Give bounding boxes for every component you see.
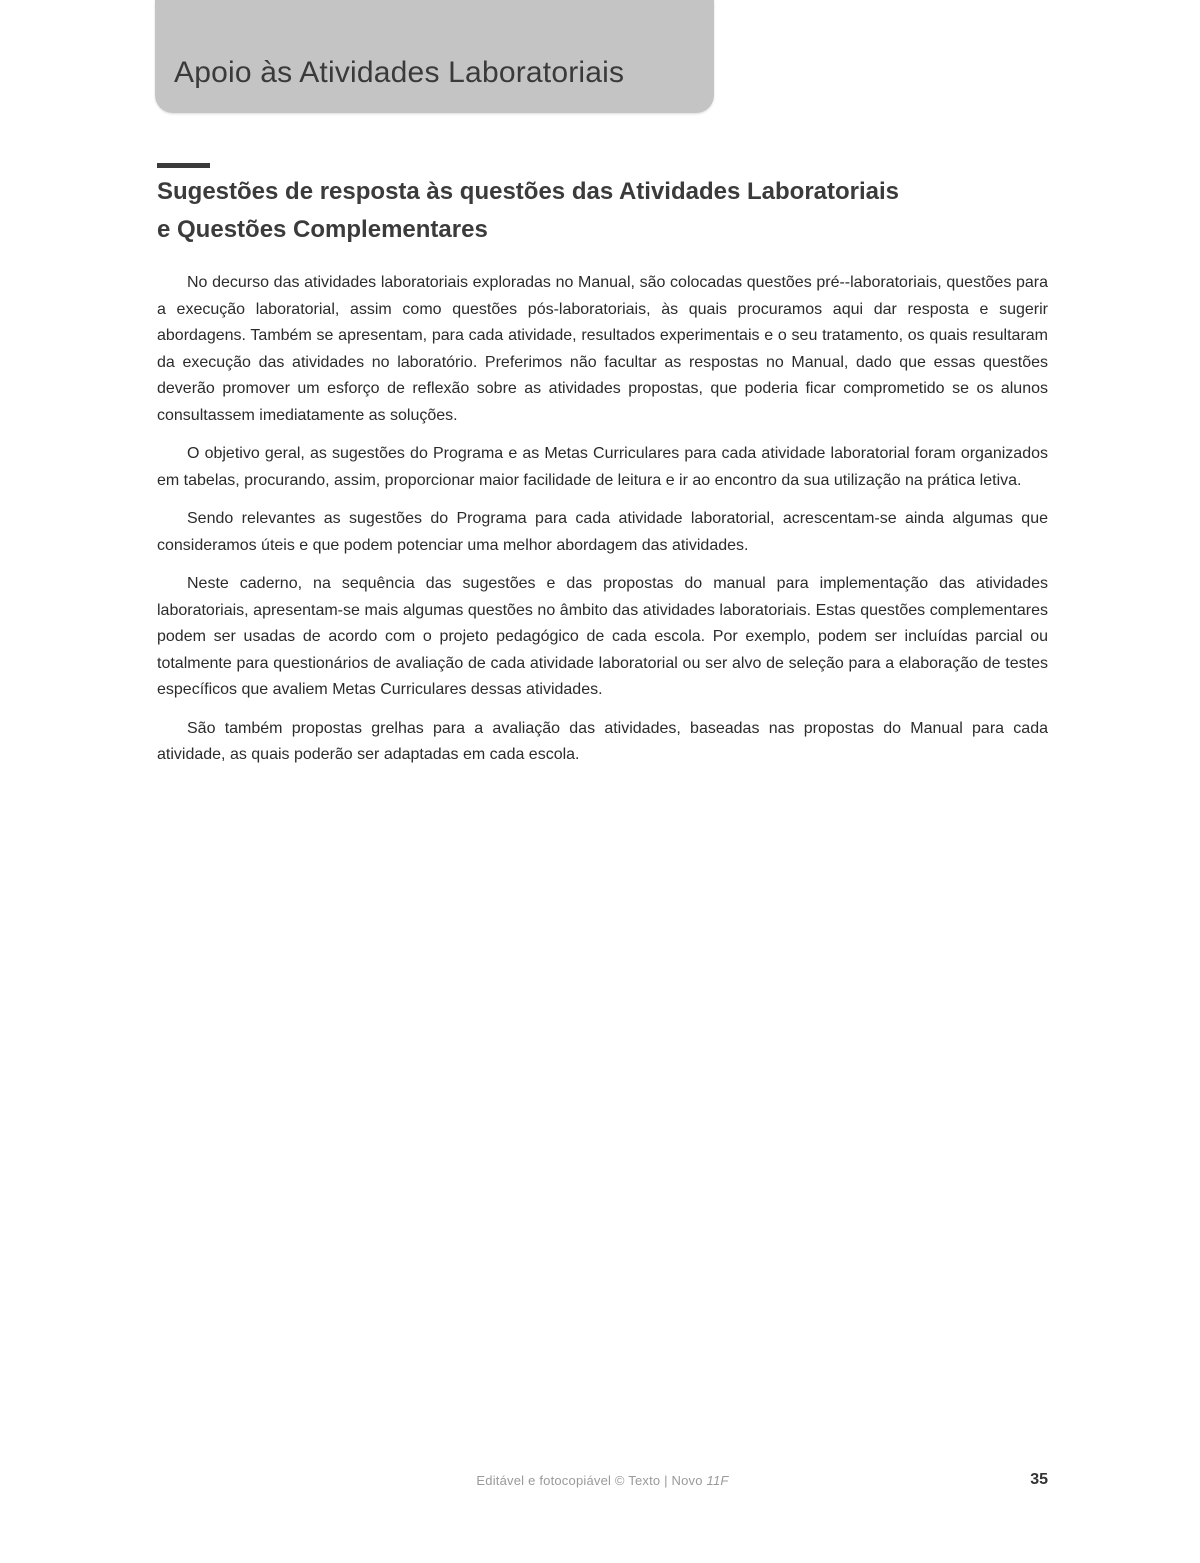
section-title-line-1: Sugestões de resposta às questões das Atividades Laboratoriais — [157, 178, 900, 205]
paragraph-4: Neste caderno, na sequência das sugestões e das propostas do manual para implementação das atividades laboratoriais, apresentam-se mais algumas questões no âmbito das atividades laboratoriais. Estas questões complementares podem ser usadas de acordo com o projeto pedagógico de cada escola. Por exemplo, podem ser incluídas parcial ou totalmente para questionários de avaliação de cada atividade laboratorial ou ser alvo de seleção para a elaboração de testes específicos que avaliem Metas Curriculares dessas atividades. — [157, 575, 1048, 698]
paragraph-2: O objetivo geral, as sugestões do Programa e as Metas Curriculares para cada atividade laboratorial foram organizados em tabelas, procurando, assim, proporcionar maior facilidade de leitura e ir ao encontro da sua utilização na prática letiva. — [157, 445, 1048, 489]
section-title-line-2: e Questões Complementares — [157, 216, 488, 243]
header-title: Apoio às Atividades Laboratoriais — [174, 56, 625, 89]
header-tab — [155, 0, 714, 113]
footer-edition: 11F — [706, 1473, 729, 1488]
paragraph-3: Sendo relevantes as sugestões do Programa para cada atividade laboratorial, acrescentam-se ainda algumas que consideramos úteis e que podem potenciar uma melhor abordagem das atividades. — [157, 510, 1048, 554]
footer-credit-text: Editável e fotocopiável © Texto | Novo — [476, 1473, 707, 1488]
page-number: 35 — [1030, 1471, 1048, 1488]
section-title — [157, 173, 1057, 249]
section-rule — [157, 163, 210, 168]
paragraph-1: No decurso das atividades laboratoriais exploradas no Manual, são colocadas questões pré--laboratoriais, questões para a execução laboratorial, assim como questões pós-laboratoriais, às quais procuramos aqui dar resposta e sugerir abordagens. Também se apresentam, para cada atividade, resultados experimentais e o seu tratamento, os quais resultaram da execução das atividades no laboratório. Preferimos não facultar as respostas no Manual, dado que essas questões deverão promover um esforço de reflexão sobre as atividades propostas, que poderia ficar comprometido se os alunos consultassem imediatamente as soluções. — [157, 274, 1048, 424]
paragraph-5: São também propostas grelhas para a avaliação das atividades, baseadas nas propostas do Manual para cada atividade, as quais poderão ser adaptadas em cada escola. — [157, 719, 1048, 763]
page-footer — [157, 1473, 1048, 1497]
body-text — [157, 270, 1048, 781]
footer-credit — [157, 1473, 1048, 1488]
